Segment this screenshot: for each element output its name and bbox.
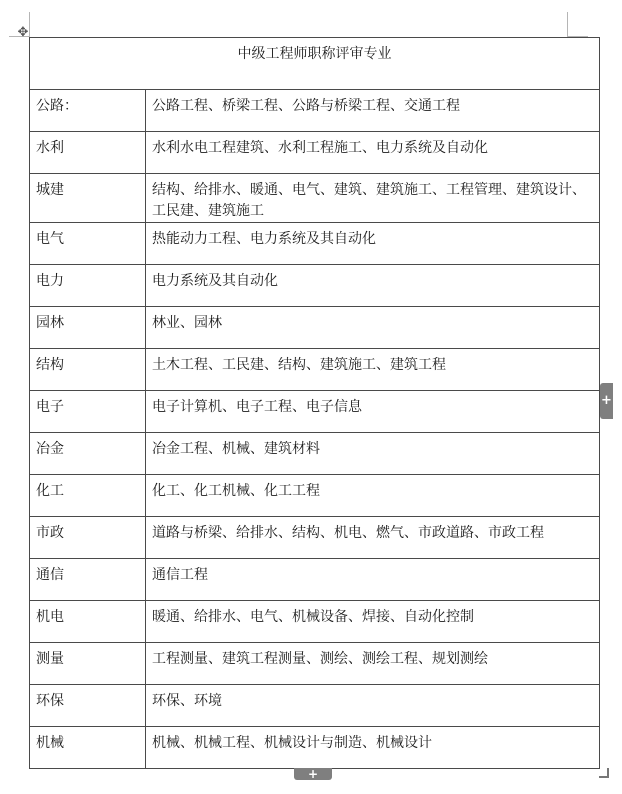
table-title: 中级工程师职称评审专业 [237, 46, 392, 62]
majors-cell[interactable]: 道路与桥梁、给排水、结构、机电、燃气、市政道路、市政工程 [146, 517, 600, 559]
majors-cell[interactable]: 通信工程 [146, 559, 600, 601]
table-row [30, 559, 600, 601]
field-cell[interactable]: 化工 [30, 475, 146, 517]
majors-cell[interactable]: 电子计算机、电子工程、电子信息 [146, 391, 600, 433]
field-cell[interactable]: 公路： [30, 90, 146, 132]
table-row [30, 685, 600, 727]
majors-cell[interactable]: 环保、环境 [146, 685, 600, 727]
field-cell[interactable]: 城建 [30, 174, 146, 223]
table-move-icon[interactable]: ✥ [17, 25, 29, 40]
add-row-button[interactable] [294, 768, 332, 780]
plus-icon: + [601, 393, 612, 408]
table-row [30, 90, 600, 132]
majors-cell[interactable]: 公路工程、桥梁工程、公路与桥梁工程、交通工程 [146, 90, 600, 132]
majors-cell[interactable]: 电力系统及其自动化 [146, 265, 600, 307]
professional-title-table [29, 37, 600, 769]
add-column-button[interactable] [600, 383, 613, 419]
field-cell[interactable]: 环保 [30, 685, 146, 727]
field-cell[interactable]: 测量 [30, 643, 146, 685]
table-row [30, 727, 600, 769]
field-cell[interactable]: 冶金 [30, 433, 146, 475]
table-row [30, 391, 600, 433]
field-cell[interactable]: 电子 [30, 391, 146, 433]
majors-cell[interactable]: 林业、园林 [146, 307, 600, 349]
majors-cell[interactable]: 暖通、给排水、电气、机械设备、焊接、自动化控制 [146, 601, 600, 643]
majors-cell[interactable]: 机械、机械工程、机械设计与制造、机械设计 [146, 727, 600, 769]
table-row [30, 307, 600, 349]
page-margin-corner-mark [567, 12, 588, 37]
table-row [30, 349, 600, 391]
table-row [30, 643, 600, 685]
table-row [30, 517, 600, 559]
table-resize-icon[interactable] [599, 768, 609, 778]
majors-cell[interactable]: 化工、化工机械、化工工程 [146, 475, 600, 517]
table-row [30, 433, 600, 475]
field-cell[interactable]: 电气 [30, 223, 146, 265]
field-cell[interactable]: 通信 [30, 559, 146, 601]
table-row [30, 265, 600, 307]
table-row [30, 475, 600, 517]
majors-cell[interactable]: 水利水电工程建筑、水利工程施工、电力系统及自动化 [146, 132, 600, 174]
plus-icon: + [307, 767, 319, 781]
majors-cell[interactable]: 冶金工程、机械、建筑材料 [146, 433, 600, 475]
table-row [30, 601, 600, 643]
field-cell[interactable]: 水利 [30, 132, 146, 174]
field-cell[interactable]: 市政 [30, 517, 146, 559]
field-cell[interactable]: 结构 [30, 349, 146, 391]
field-cell[interactable]: 机电 [30, 601, 146, 643]
table-row [30, 174, 600, 223]
table-row [30, 132, 600, 174]
field-cell[interactable]: 电力 [30, 265, 146, 307]
majors-cell[interactable]: 结构、给排水、暖通、电气、建筑、建筑施工、工程管理、建筑设计、工民建、建筑施工 [146, 174, 600, 223]
field-cell[interactable]: 机械 [30, 727, 146, 769]
field-cell[interactable]: 园林 [30, 307, 146, 349]
majors-cell[interactable]: 土木工程、工民建、结构、建筑施工、建筑工程 [146, 349, 600, 391]
majors-cell[interactable]: 热能动力工程、电力系统及其自动化 [146, 223, 600, 265]
table-title-cell[interactable] [30, 38, 600, 90]
majors-cell[interactable]: 工程测量、建筑工程测量、测绘、测绘工程、规划测绘 [146, 643, 600, 685]
table-row [30, 223, 600, 265]
